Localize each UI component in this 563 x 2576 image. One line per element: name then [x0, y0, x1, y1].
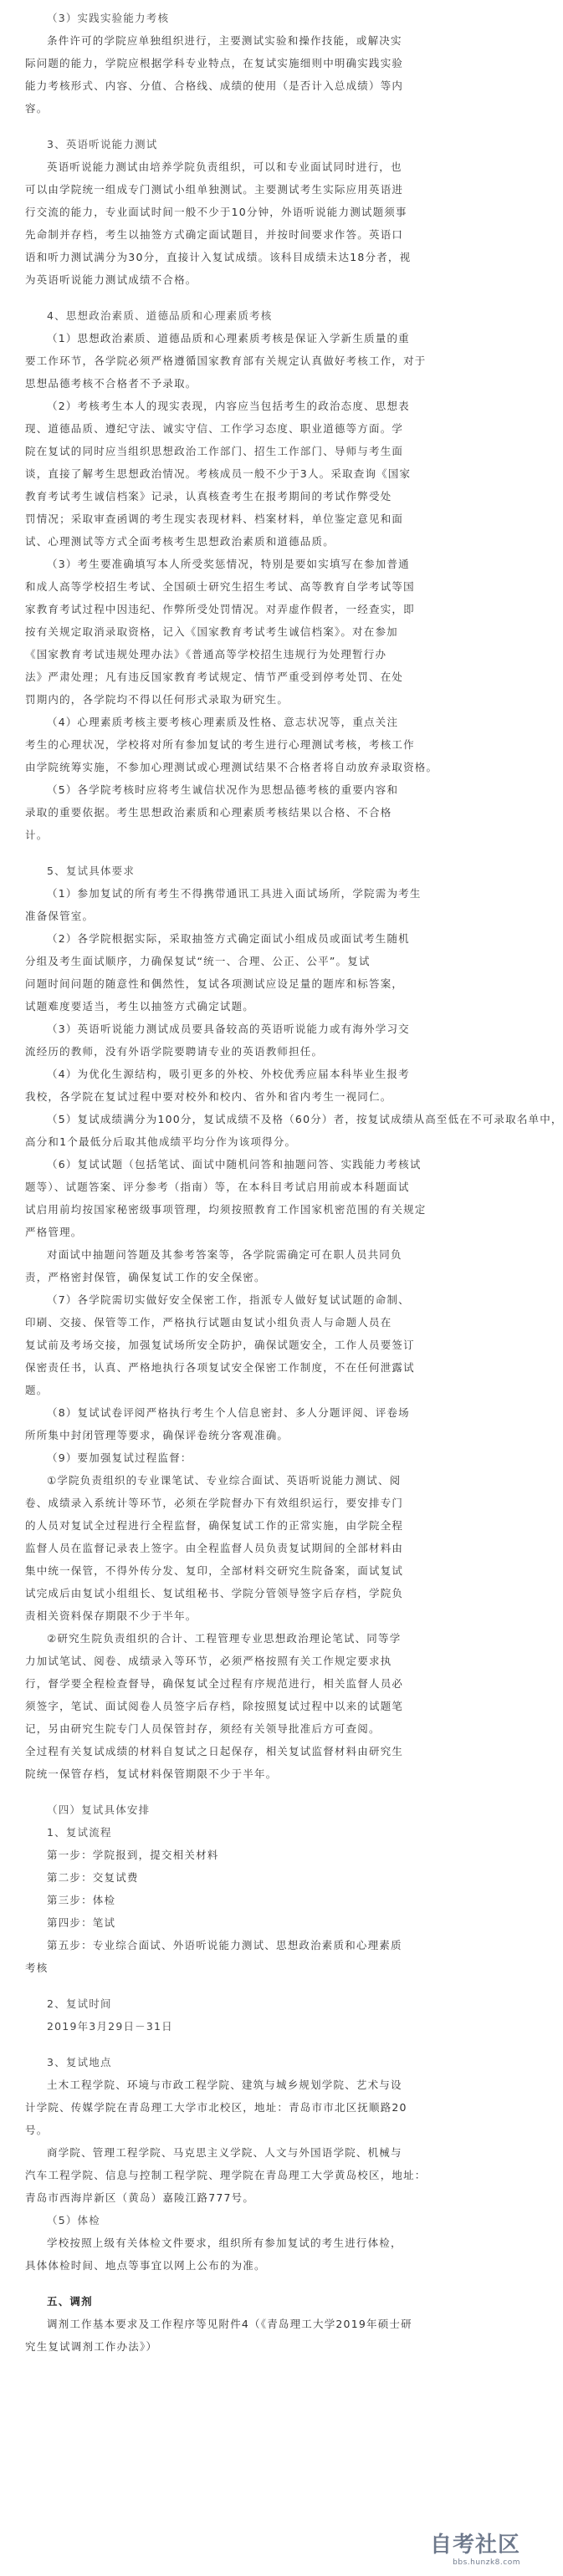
text-line: 准备保管室。: [25, 910, 95, 922]
text-line: 学校按照上级有关体检文件要求，组织所有参加复试的考生进行体检，: [47, 2237, 402, 2249]
text-line: 第五步：专业综合面试、外语听说能力测试、思想政治素质和心理素质: [47, 1939, 402, 1951]
text-line: （5）复试成绩满分为100分，复试成绩不及格（60分）者，按复试成绩从高至低在不可录取名单中，: [47, 1113, 563, 1125]
paragraph: [25, 156, 502, 291]
text-line: 力加试笔试、阅卷、成绩录入等环节，必须严格按照有关工作规定要求执: [25, 1655, 392, 1667]
text-line: （2）各学院根据实际，采取抽签方式确定面试小组成员或面试考生随机: [47, 932, 410, 945]
text-line: 院统一保管存档，复试材料保管期限不少于半年。: [25, 1767, 278, 1780]
text-line: 究生复试调剂工作办法》）: [25, 2340, 158, 2353]
text-line: 行交流的能力，专业面试时间一般不少于10分钟，外语听说能力测试题须事: [25, 206, 407, 218]
paragraph: [25, 1288, 502, 1401]
spacer: [25, 846, 502, 860]
watermark-url: bbs.hunzk8.com: [453, 2558, 520, 2567]
section-heading: [25, 1821, 502, 1844]
text-line: 4、思想政治素质、道德品质和心理素质考核: [47, 309, 273, 322]
text-line: 试启用前均按国家秘密级事项管理，均须按照教育工作国家机密范围的有关规定: [25, 1203, 427, 1216]
text-line: 试、心理测试等方式全面考核考生思想政治素质和道德品质。: [25, 535, 335, 548]
text-line: 英语听说能力测试由培养学院负责组织，可以和专业面试同时进行，也: [47, 161, 402, 173]
text-line: ①学院负责组织的专业课笔试、专业综合面试、英语听说能力测试、阅: [47, 1474, 402, 1487]
paragraph: [25, 2074, 502, 2141]
text-line: 集中统一保管，不得外传分发、复印，全部材料交研究生院备案，面试复试: [25, 1564, 404, 1577]
text-line: 青岛市西海岸新区（黄岛）嘉陵江路777号。: [25, 2191, 255, 2204]
text-line: （四）复试具体安排: [47, 1803, 151, 1816]
text-line: 法》严肃处理；凡有违反国家教育考试规定、情节严重受到停考处罚、在处: [25, 671, 404, 683]
text-line: 教育考试考生诚信档案》记录，认真核查考生在报考期间的考试作弊受处: [25, 490, 392, 502]
text-line: 行，督学要全程检查督导，确保复试全过程有序规范进行，相关监督人员必: [25, 1677, 404, 1690]
text-line: 录取的重要依据。考生思想政治素质和心理素质考核结果以合格、不合格: [25, 806, 392, 819]
text-line: 由学院统筹实施，不参加心理测试或心理测试结果不合格者将自动放弃录取资格。: [25, 761, 438, 773]
text-line: 3、复试地点: [47, 2056, 112, 2068]
text-line: 可以由学院统一组成专门测试小组单独测试。主要测试考生实际应用英语进: [25, 183, 404, 196]
process-step: [25, 1844, 502, 1866]
text-line: 按有关规定取消录取资格，记入《国家教育考试考生诚信档案》。对在参加: [25, 625, 398, 638]
section-heading: [25, 304, 502, 327]
paragraph: [25, 1627, 502, 1785]
text-line: 须签字，笔试、面试阅卷人员签字后存档，除按照复试过程中以来的试题笔: [25, 1700, 404, 1712]
text-line: 际问题的能力，学院应根据学科专业特点，在复试实施细则中明确实践实验: [25, 57, 404, 69]
paragraph: [25, 2232, 502, 2277]
text-line: 印刷、交接、保管等工作，严格执行试题由复试小组负责人与命题人员在: [25, 1316, 392, 1329]
text-line: 第二步：交复试费: [47, 1871, 139, 1884]
text-line: 严格管理。: [25, 1226, 83, 1238]
text-line: 记，另由研究生院专门人员保管封存，须经有关领导批准后方可查阅。: [25, 1722, 381, 1735]
section-heading: [25, 1992, 502, 2015]
paragraph: [25, 1243, 502, 1288]
paragraph: [25, 1469, 502, 1627]
text-line: （4）为优化生源结构，吸引更多的外校、外校优秀应届本科毕业生报考: [47, 1068, 410, 1080]
text-line: 《国家教育考试违规处理办法》《普通高等学校招生违规行为处理暂行办: [25, 648, 387, 661]
text-line: 第四步：笔试: [47, 1916, 116, 1929]
text-line: 考生的心理状况，学校将对所有参加复试的考生进行心理测试考核，考核工作: [25, 738, 415, 751]
paragraph: [25, 2313, 502, 2358]
paragraph: [25, 927, 502, 1018]
watermark-text: 自考社区: [429, 2533, 520, 2558]
text-line: （3）考生要准确填写本人所受奖惩情况，特别是要如实填写在参加普通: [47, 558, 410, 570]
text-line: （4）心理素质考核主要考核心理素质及性格、意志状况等，重点关注: [47, 716, 399, 728]
section-heading: [25, 133, 502, 156]
text-line: （5）体检: [47, 2214, 100, 2227]
text-line: 院在复试的同时应当组织思想政治工作部门、招生工作部门、导师与考生面: [25, 445, 404, 457]
text-line: 题。: [25, 1384, 49, 1396]
text-line: 五、调剂: [47, 2295, 93, 2308]
text-line: 调剂工作基本要求及工作程序等见附件4（《青岛理工大学2019年硕士研: [47, 2318, 412, 2330]
text-line: 为英语听说能力测试成绩不合格。: [25, 273, 197, 286]
text-line: 能力考核形式、内容、分值、合格线、成绩的使用（是否计入总成绩）等内: [25, 79, 404, 92]
text-line: 分组及考生面试顺序，力确保复试“统一、合理、公正、公平”。复试: [25, 955, 371, 967]
text-line: 容。: [25, 102, 49, 115]
process-step: [25, 1911, 502, 1934]
paragraph: [25, 1401, 502, 1446]
text-line: 1、复试流程: [47, 1826, 112, 1839]
text-line: 现、道德品质、遵纪守法、诚实守信、工作学习态度、职业道德等方面。学: [25, 422, 404, 435]
text-line: （3）英语听说能力测试成员要具备较高的英语听说能力或有海外学习交: [47, 1023, 410, 1035]
paragraph: [25, 1063, 502, 1108]
text-line: 责相关资料保存期限不少于半年。: [25, 1609, 197, 1622]
text-line: 责，严格密封保管，确保复试工作的安全保密。: [25, 1271, 266, 1283]
text-line: ②研究生院负责组织的合计、工程管理专业思想政治理论笔试、同等学: [47, 1632, 402, 1645]
text-line: 商学院、管理工程学院、马克思主义学院、人文与外国语学院、机械与: [47, 2146, 402, 2159]
spacer: [25, 1979, 502, 1992]
paragraph: [25, 395, 502, 553]
text-line: 对面试中抽题问答题及其参考答案等，各学院需确定可在职人员共同负: [47, 1248, 402, 1261]
text-line: 全过程有关复试成绩的材料自复试之日起保存，相关复试监督材料由研究生: [25, 1745, 404, 1757]
text-line: 和成人高等学校招生考试、全国硕士研究生招生考试、高等教育自学考试等国: [25, 580, 415, 593]
paragraph: [25, 2141, 502, 2209]
text-line: 谈，直接了解考生思想政治情况。考核成员一般不少于3人。采取查询《国家: [25, 467, 412, 480]
text-line: 罚情况；采取审查函调的考生现实表现材料、档案材料，单位鉴定意见和面: [25, 513, 404, 525]
text-line: 罚期内的，各学院均不得以任何形式录取为研究生。: [25, 693, 289, 706]
spacer: [25, 120, 502, 133]
text-line: 语和听力测试满分为30分，直接计入复试成绩。该科目成绩未达18分者，视: [25, 251, 412, 263]
text-line: 条件许可的学院应单独组织进行，主要测试实验和操作技能，或解决实: [47, 34, 402, 47]
text-line: （5）各学院考核时应将考生诚信状况作为思想品德考核的重要内容和: [47, 783, 399, 796]
text-line: 复试前及考场交接，加强复试场所安全防护，确保试题安全，工作人员要签订: [25, 1339, 415, 1351]
text-line: 问题时间问题的随意性和偶然性，复试各项测试应设足量的题库和标答案，: [25, 977, 404, 990]
text-line: （2）考核考生本人的现实表现，内容应当包括考生的政治态度、思想表: [47, 400, 410, 412]
section-heading: [25, 2209, 502, 2232]
section-heading: [25, 2015, 502, 2038]
text-line: 高分和1个最低分后取其他成绩平均分作为该项得分。: [25, 1135, 297, 1148]
text-line: 所所集中封闭管理等要求，确保评卷统分客观准确。: [25, 1429, 289, 1441]
spacer: [25, 1785, 502, 1798]
paragraph: [25, 778, 502, 846]
text-line: 土木工程学院、环境与市政工程学院、建筑与城乡规划学院、艺术与设: [47, 2079, 402, 2091]
paragraph: [25, 29, 502, 120]
section-heading: [25, 1798, 502, 1821]
text-line: 的人员对复试全过程进行全程监督，确保复试工作的正常实施，由学院全程: [25, 1519, 404, 1532]
text-line: （6）复试试题（包括笔试、面试中随机问答和抽题问答、实践能力考核试: [47, 1158, 422, 1171]
section-heading: [25, 860, 502, 882]
paragraph: [25, 882, 502, 927]
text-line: 汽车工程学院、信息与控制工程学院、理学院在青岛理工大学黄岛校区，地址：: [25, 2169, 427, 2181]
spacer: [25, 291, 502, 304]
text-line: 号。: [25, 2124, 49, 2136]
text-line: 卷、成绩录入系统计等环节，必须在学院督办下有效组织运行，要安排专门: [25, 1497, 404, 1509]
paragraph: [25, 711, 502, 778]
text-line: 思想品德考核不合格者不予录取。: [25, 377, 197, 390]
section-heading: [25, 2051, 502, 2074]
text-line: 流经历的教师，没有外语学院要聘请专业的英语教师担任。: [25, 1045, 324, 1058]
text-line: 2019年3月29日－31日: [47, 2020, 173, 2033]
text-line: 要工作环节，各学院必须严格遵循国家教育部有关规定认真做好考核工作，对于: [25, 355, 427, 367]
text-line: 计学院、传媒学院在青岛理工大学市北校区，地址：青岛市市北区抚顺路20: [25, 2101, 407, 2114]
text-line: （1）参加复试的所有考生不得携带通讯工具进入面试场所，学院需为考生: [47, 887, 422, 900]
text-line: 第三步：体检: [47, 1894, 116, 1906]
text-line: 试题难度要适当，考生以抽签方式确定试题。: [25, 1000, 255, 1013]
text-line: （1）思想政治素质、道德品质和心理素质考核是保证入学新生质量的重: [47, 332, 410, 344]
watermark-logo: [395, 2533, 520, 2571]
section-heading: [25, 7, 502, 29]
text-line: 3、英语听说能力测试: [47, 138, 158, 150]
paragraph: [25, 1018, 502, 1063]
text-line: （9）要加强复试过程监督：: [47, 1451, 192, 1464]
text-line: 题等）、试题答案、评分参考（指南）等，在本科目考试启用前或本科题面试: [25, 1181, 410, 1193]
text-line: （3）实践实验能力考核: [47, 12, 170, 24]
spacer: [25, 2277, 502, 2290]
text-line: （7）各学院需切实做好安全保密工作，指派专人做好复试试题的命制、: [47, 1293, 410, 1306]
process-step: [25, 1866, 502, 1889]
text-line: 先命制并存档，考生以抽签方式确定面试题目，并按时间要求作答。英语口: [25, 228, 404, 241]
text-line: 5、复试具体要求: [47, 865, 136, 877]
text-line: 计。: [25, 829, 49, 841]
chapter-heading: [25, 2290, 502, 2313]
text-line: 考核: [25, 1961, 49, 1974]
paragraph: [25, 1446, 502, 1469]
text-line: 试完成后由复试小组组长、复试组秘书、学院分管领导签字后存档，学院负: [25, 1587, 404, 1599]
text-line: 具体体检时间、地点等事宜以网上公布的为准。: [25, 2259, 266, 2272]
spacer: [25, 2038, 502, 2051]
text-line: 2、复试时间: [47, 1997, 112, 2010]
text-line: 监督人员在监督记录表上签字。由全程监督人员负责复试期间的全部材料由: [25, 1542, 404, 1554]
paragraph: [25, 1153, 502, 1243]
process-step: [25, 1889, 502, 1911]
text-line: 第一步：学院报到，提交相关材料: [47, 1849, 219, 1861]
text-line: 我校，各学院在复试过程中要对校外和校内、省外和省内考生一视同仁。: [25, 1090, 392, 1103]
paragraph: [25, 1108, 563, 1153]
paragraph: [25, 1934, 502, 1979]
paragraph: [25, 553, 502, 711]
text-line: 保密责任书，认真、严格地执行各项复试安全保密工作制度，不在任何泄露试: [25, 1361, 415, 1374]
text-line: 家教育考试过程中因违纪、作弊所受处罚情况。对弄虚作假者，一经查实，即: [25, 603, 415, 615]
text-line: （8）复试试卷评阅严格执行考生个人信息密封、多人分题评阅、评卷场: [47, 1406, 410, 1419]
paragraph: [25, 327, 502, 395]
